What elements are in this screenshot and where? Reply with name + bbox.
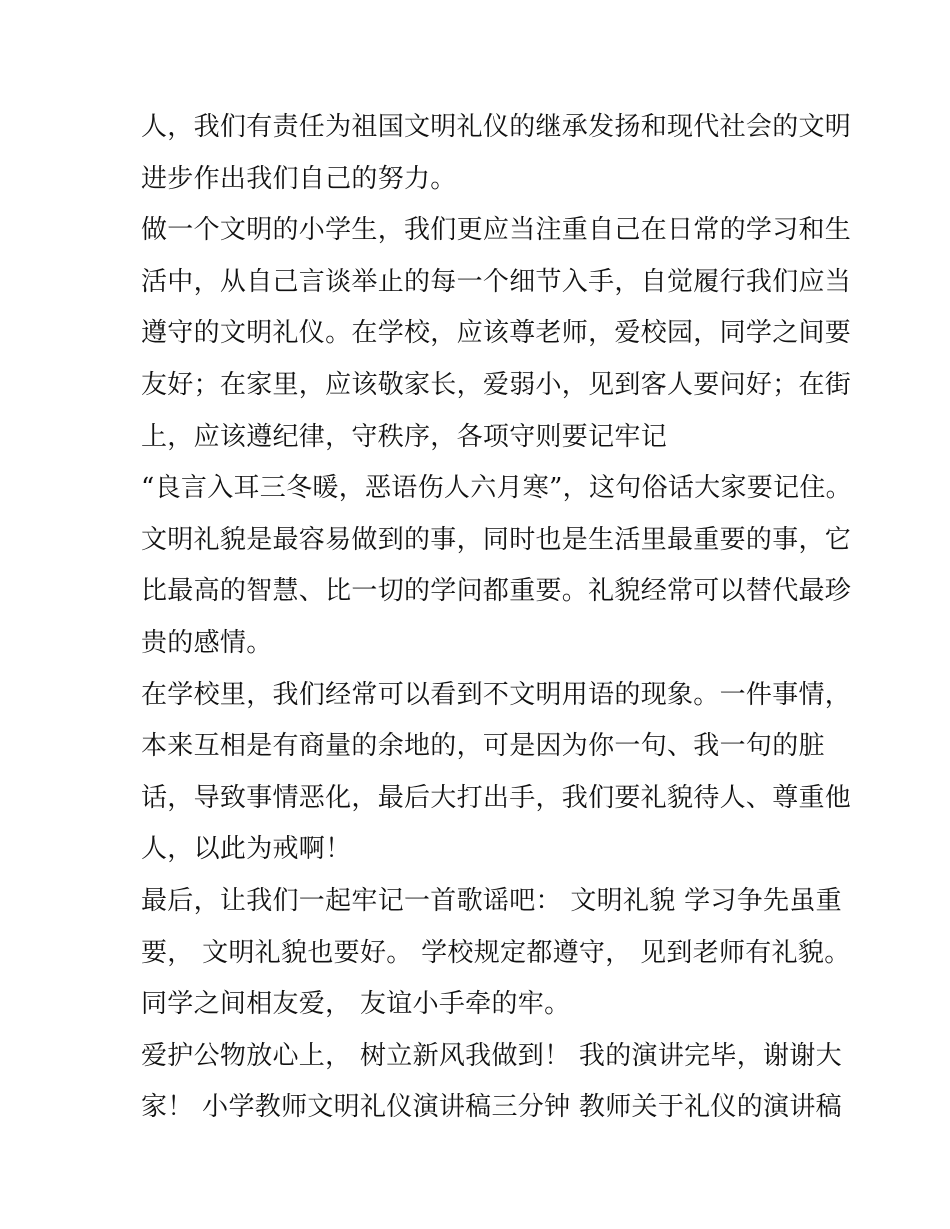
text-line: 比最高的智慧、比一切的学问都重要。礼貌经常可以替代最珍 [141,576,852,607]
text-line: 要， 文明礼貌也要好。 学校规定都遵守， 见到老师有礼貌。 [141,937,851,968]
text-line: 上，应该遵纪律，守秩序，各项守则要记牢记 [141,421,668,452]
text-line: 遵守的文明礼仪。在学校，应该尊老师，爱校园，同学之间要 [141,318,852,349]
text-line: 文明礼貌是最容易做到的事，同时也是生活里最重要的事，它 [141,524,852,555]
text-line: 家！ 小学教师文明礼仪演讲稿三分钟 教师关于礼仪的演讲稿 [141,1092,842,1123]
text-line: 活中，从自己言谈举止的每一个细节入手，自觉履行我们应当 [141,266,852,297]
text-line: 人，以此为戒啊！ [141,834,352,865]
text-line: 贵的感情。 [141,627,273,658]
text-line: 人，我们有责任为祖国文明礼仪的继承发扬和现代社会的文明 [141,112,852,142]
text-line: 进步作出我们自己的努力。 [141,163,457,194]
text-line: 做一个文明的小学生，我们更应当注重自己在日常的学习和生 [141,215,852,246]
text-line: “良言入耳三冬暖，恶语伤人六月寒”，这句俗话大家要记住。 [141,473,852,504]
text-line: 本来互相是有商量的余地的，可是因为你一句、我一句的脏 [141,731,825,762]
text-line: 在学校里，我们经常可以看到不文明用语的现象。一件事情， [141,679,852,710]
text-line: 话，导致事情恶化，最后大打出手，我们要礼貌待人、尊重他 [141,782,852,813]
text-line: 最后，让我们一起牢记一首歌谣吧： 文明礼貌 学习争先虽重 [141,885,842,916]
text-line: 友好；在家里，应该敬家长，爱弱小，见到客人要问好；在街 [141,369,852,400]
text-line: 同学之间相友爱， 友谊小手牵的牢。 [141,989,571,1020]
text-line: 爱护公物放心上， 树立新风我做到！ 我的演讲完毕，谢谢大 [141,1040,842,1071]
document-body [141,102,852,1134]
